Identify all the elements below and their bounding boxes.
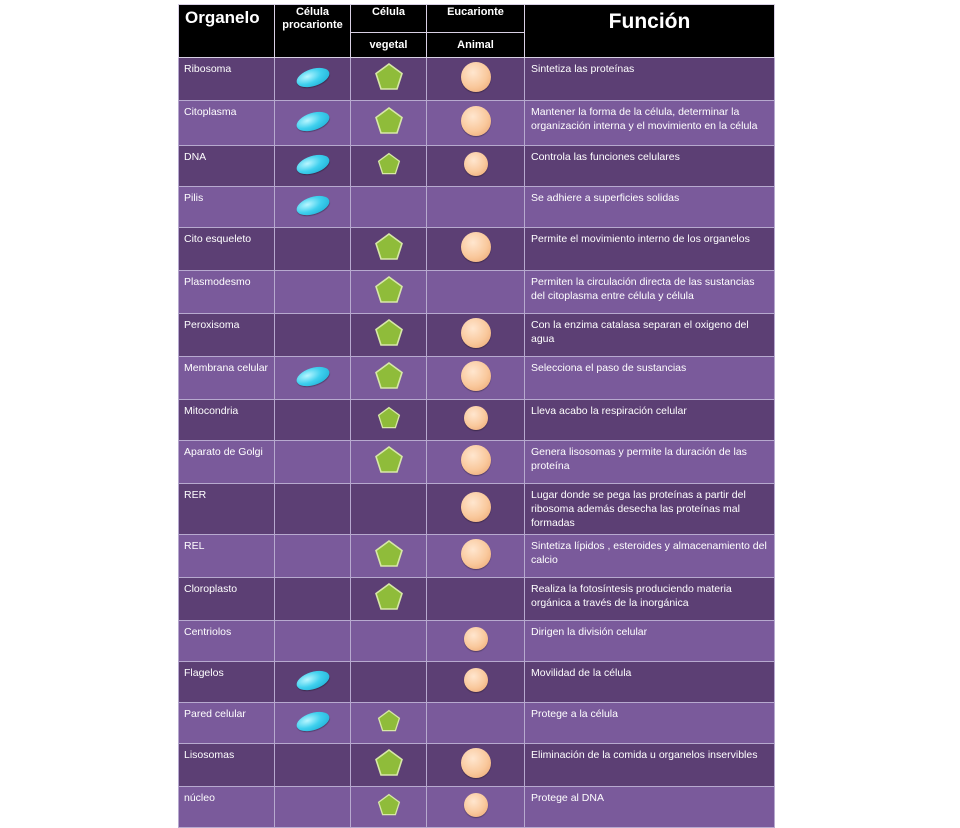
vegetal-cell [351,314,427,357]
organelle-table-container [178,4,774,804]
table-row [179,441,775,484]
blue-ellipse-icon [294,667,332,694]
header-celula: Célula [351,5,427,33]
procarionte-cell [275,400,351,441]
organelle-name: Peroxisoma [179,314,275,357]
animal-cell [427,357,525,400]
animal-cell [427,58,525,101]
table-row [179,228,775,271]
green-pentagon-icon [374,539,404,569]
procarionte-cell [275,58,351,101]
procarionte-cell [275,271,351,314]
animal-cell [427,578,525,621]
peach-circle-icon [461,539,491,569]
vegetal-cell [351,228,427,271]
animal-cell [427,621,525,662]
animal-cell [427,662,525,703]
animal-cell [427,271,525,314]
animal-cell [427,441,525,484]
vegetal-cell [351,621,427,662]
procarionte-cell [275,228,351,271]
green-pentagon-icon [374,361,404,391]
peach-circle-icon [461,748,491,778]
green-pentagon-icon [374,275,404,305]
table-row [179,314,775,357]
header-animal: Animal [427,33,525,58]
procarionte-cell [275,146,351,187]
table-row [179,187,775,228]
peach-circle-icon [464,668,488,692]
green-pentagon-icon [377,709,401,733]
function-description: Controla las funciones celulares [525,146,775,187]
function-description: Genera lisosomas y permite la duración de las proteína [525,441,775,484]
function-description: Se adhiere a superficies solidas [525,187,775,228]
function-description: Sintetiza las proteínas [525,58,775,101]
organelle-name: Ribosoma [179,58,275,101]
organelle-name: Plasmodesmo [179,271,275,314]
table-row [179,703,775,744]
table-row [179,662,775,703]
organelle-name: REL [179,535,275,578]
green-pentagon-icon [374,582,404,612]
function-description: Con la enzima catalasa separan el oxigeno del agua [525,314,775,357]
organelle-name: Mitocondria [179,400,275,441]
function-description: Permite el movimiento interno de los organelos [525,228,775,271]
organelle-name: Citoplasma [179,101,275,146]
animal-cell [427,187,525,228]
animal-cell [427,744,525,787]
organelle-name: Flagelos [179,662,275,703]
animal-cell [427,146,525,187]
vegetal-cell [351,744,427,787]
table-row [179,484,775,535]
peach-circle-icon [461,492,491,522]
vegetal-cell [351,187,427,228]
organelle-name: núcleo [179,787,275,828]
procarionte-cell [275,101,351,146]
green-pentagon-icon [374,232,404,262]
table-row [179,271,775,314]
procarionte-cell [275,357,351,400]
vegetal-cell [351,357,427,400]
header-funcion: Función [525,5,775,58]
table-row [179,357,775,400]
vegetal-cell [351,703,427,744]
table-row [179,787,775,828]
procarionte-cell [275,187,351,228]
function-description: Lleva acabo la respiración celular [525,400,775,441]
header-eucarionte: Eucarionte [427,5,525,33]
function-description: Protege a la célula [525,703,775,744]
function-description: Realiza la fotosíntesis produciendo materia orgánica a través de la inorgánica [525,578,775,621]
procarionte-cell [275,578,351,621]
procarionte-cell [275,441,351,484]
organelle-name: Membrana celular [179,357,275,400]
function-description: Lugar donde se pega las proteínas a partir del ribosoma además desecha las proteínas mal formadas [525,484,775,535]
procarionte-cell [275,314,351,357]
header-celula-procarionte: Célula procarionte [275,5,351,58]
table-row [179,101,775,146]
blue-ellipse-icon [294,363,332,390]
function-description: Selecciona el paso de sustancias [525,357,775,400]
blue-ellipse-icon [294,192,332,219]
procarionte-cell [275,744,351,787]
peach-circle-icon [464,406,488,430]
peach-circle-icon [461,318,491,348]
table-row [179,400,775,441]
vegetal-cell [351,101,427,146]
table-row [179,621,775,662]
function-description: Sintetiza lípidos , esteroides y almacenamiento del calcio [525,535,775,578]
organelle-name: Pared celular [179,703,275,744]
blue-ellipse-icon [294,108,332,135]
peach-circle-icon [464,152,488,176]
procarionte-cell [275,662,351,703]
blue-ellipse-icon [294,151,332,178]
organelle-name: Aparato de Golgi [179,441,275,484]
organelle-name: Centriolos [179,621,275,662]
peach-circle-icon [461,232,491,262]
table-row [179,535,775,578]
vegetal-cell [351,535,427,578]
function-description: Dirigen la división celular [525,621,775,662]
blue-ellipse-icon [294,64,332,91]
vegetal-cell [351,662,427,703]
vegetal-cell [351,58,427,101]
peach-circle-icon [461,445,491,475]
organelle-name: RER [179,484,275,535]
table-row [179,744,775,787]
green-pentagon-icon [374,106,404,136]
function-description: Permiten la circulación directa de las sustancias del citoplasma entre célula y célula [525,271,775,314]
animal-cell [427,535,525,578]
table-row [179,578,775,621]
green-pentagon-icon [374,748,404,778]
vegetal-cell [351,484,427,535]
organelle-name: Cito esqueleto [179,228,275,271]
green-pentagon-icon [374,445,404,475]
green-pentagon-icon [374,318,404,348]
function-description: Protege al DNA [525,787,775,828]
procarionte-cell [275,484,351,535]
procarionte-cell [275,703,351,744]
function-description: Eliminación de la comida u organelos inservibles [525,744,775,787]
animal-cell [427,787,525,828]
function-description: Mantener la forma de la célula, determinar la organización interna y el movimiento en la célula [525,101,775,146]
organelle-name: Pilis [179,187,275,228]
blue-ellipse-icon [294,708,332,735]
peach-circle-icon [461,106,491,136]
function-description: Movilidad de la célula [525,662,775,703]
vegetal-cell [351,400,427,441]
organelle-name: Cloroplasto [179,578,275,621]
vegetal-cell [351,578,427,621]
animal-cell [427,400,525,441]
peach-circle-icon [461,62,491,92]
peach-circle-icon [461,361,491,391]
vegetal-cell [351,441,427,484]
animal-cell [427,314,525,357]
vegetal-cell [351,146,427,187]
procarionte-cell [275,787,351,828]
animal-cell [427,484,525,535]
green-pentagon-icon [377,406,401,430]
procarionte-cell [275,621,351,662]
organelle-table [178,4,775,828]
organelle-name: Lisosomas [179,744,275,787]
animal-cell [427,101,525,146]
green-pentagon-icon [377,793,401,817]
organelle-name: DNA [179,146,275,187]
green-pentagon-icon [374,62,404,92]
header-organelo: Organelo [179,5,275,58]
animal-cell [427,228,525,271]
table-header [179,5,775,58]
vegetal-cell [351,787,427,828]
table-row [179,58,775,101]
table-row [179,146,775,187]
table-body [179,58,775,828]
header-vegetal: vegetal [351,33,427,58]
vegetal-cell [351,271,427,314]
procarionte-cell [275,535,351,578]
peach-circle-icon [464,627,488,651]
green-pentagon-icon [377,152,401,176]
peach-circle-icon [464,793,488,817]
animal-cell [427,703,525,744]
